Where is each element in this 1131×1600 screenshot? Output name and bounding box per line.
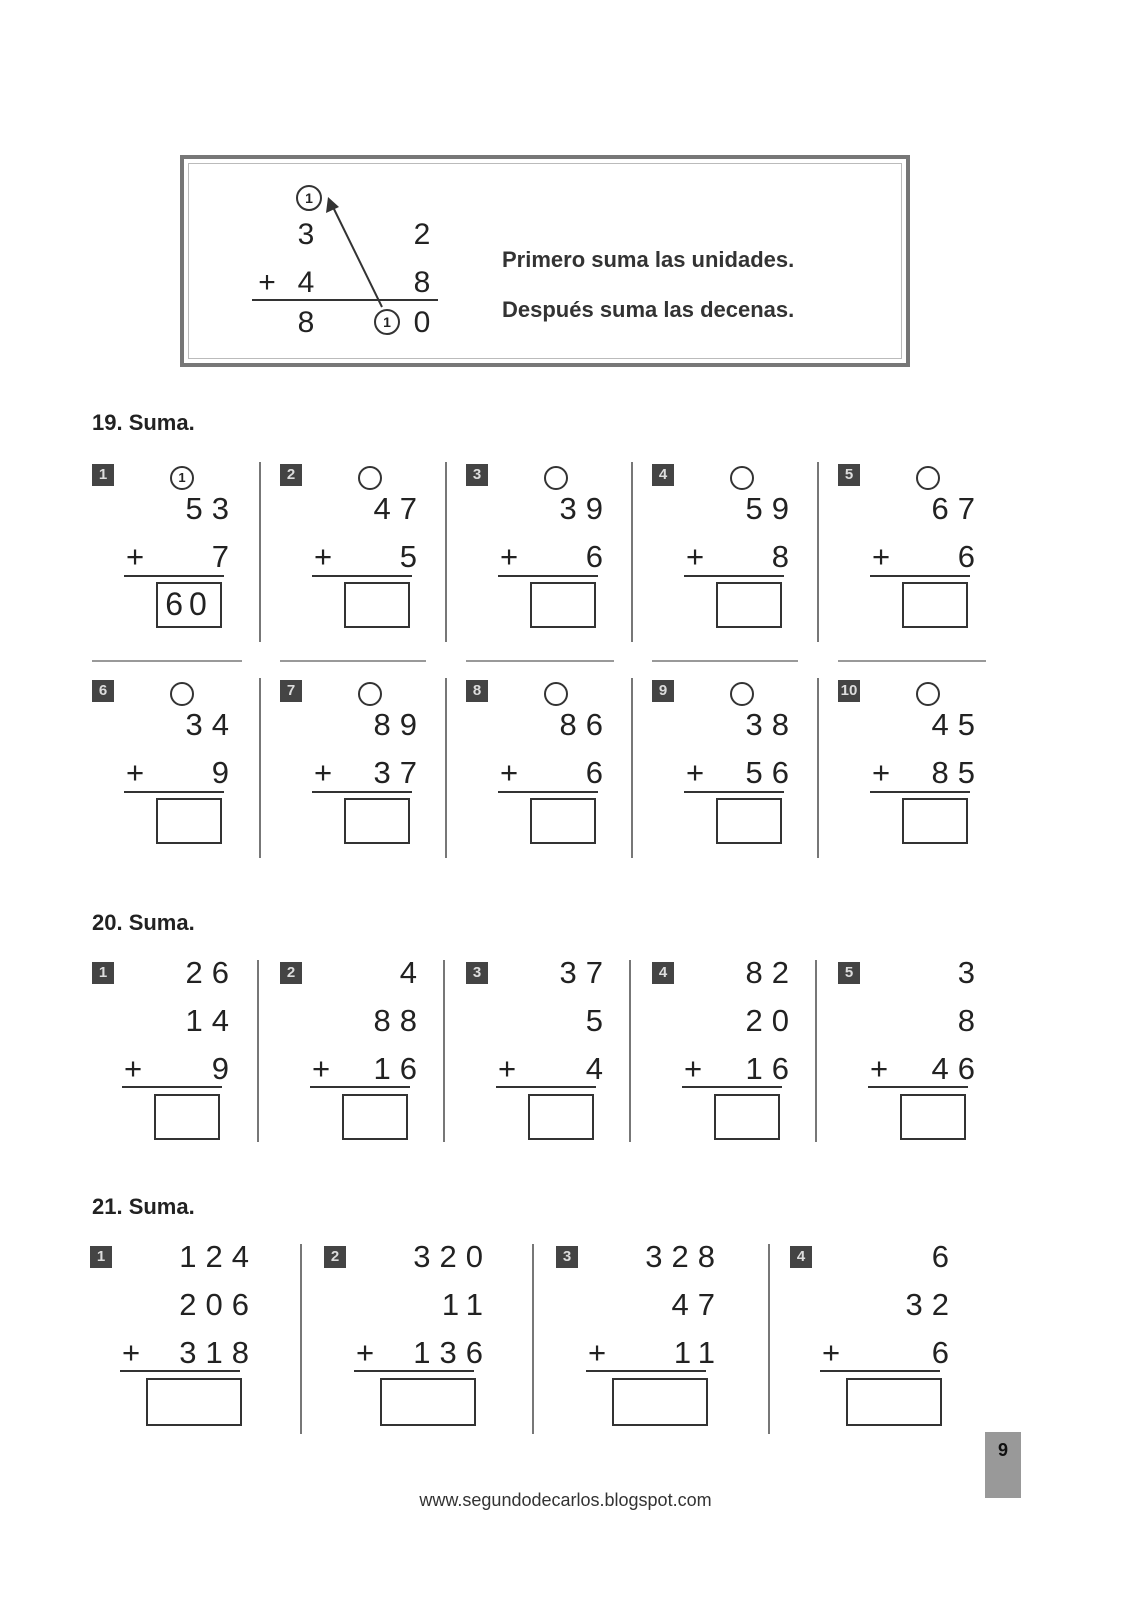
sum-line [312, 575, 412, 577]
problem-cell [324, 1239, 524, 1436]
carry-circle-empty [916, 682, 940, 706]
example-plus: + [258, 266, 276, 299]
addend: 6 [585, 539, 612, 574]
column-separator [257, 960, 259, 1142]
column-separator [768, 1244, 770, 1434]
carry-circle-empty [730, 466, 754, 490]
column-separator [631, 678, 633, 858]
answer-box[interactable] [902, 582, 968, 628]
addend: 47 [373, 491, 426, 526]
column-separator [817, 462, 819, 642]
addend: 11 [673, 1335, 724, 1370]
carry-circle-empty [358, 466, 382, 490]
carry-circle-empty [730, 682, 754, 706]
addend: 45 [931, 707, 984, 742]
problem-number-badge: 2 [324, 1246, 346, 1268]
answer-box[interactable] [156, 798, 222, 844]
plus-sign: + [500, 539, 519, 574]
plus-sign: + [870, 1051, 889, 1086]
plus-sign: + [124, 1051, 143, 1086]
sum-line [498, 791, 598, 793]
addend: 206 [179, 1287, 258, 1322]
addend: 124 [179, 1239, 258, 1274]
addend: 14 [185, 1003, 238, 1038]
answer-box[interactable] [380, 1378, 476, 1426]
problem-cell [652, 680, 822, 860]
answer-box[interactable] [146, 1378, 242, 1426]
answer-box[interactable] [530, 582, 596, 628]
addend: 11 [441, 1287, 492, 1322]
problem-cell [92, 955, 262, 1152]
answer-box[interactable] [528, 1094, 594, 1140]
addend: 39 [559, 491, 612, 526]
addend: 59 [745, 491, 798, 526]
plus-sign: + [686, 539, 705, 574]
addend: 82 [745, 955, 798, 990]
plus-sign: + [686, 755, 705, 790]
sum-line [496, 1086, 596, 1088]
example-row1-units: 2 [413, 218, 431, 251]
problem-number-badge: 5 [838, 464, 860, 486]
addend: 37 [559, 955, 612, 990]
sum-line [684, 575, 784, 577]
example-result-tens: 8 [297, 306, 315, 339]
sum-line [682, 1086, 782, 1088]
addend: 328 [645, 1239, 724, 1274]
sum-line [124, 575, 224, 577]
plus-sign: + [126, 539, 145, 574]
addend: 86 [559, 707, 612, 742]
footer-url: www.segundodecarlos.blogspot.com [419, 1490, 712, 1510]
plus-sign: + [126, 755, 145, 790]
addend: 88 [373, 1003, 426, 1038]
example-instruction-1: Primero suma las unidades. [502, 247, 795, 272]
problem-cell [838, 464, 1008, 644]
plus-sign: + [312, 1051, 331, 1086]
answer-box[interactable] [154, 1094, 220, 1140]
column-separator [300, 1244, 302, 1434]
sum-line [498, 575, 598, 577]
sum-line [820, 1370, 940, 1372]
sum-line [310, 1086, 410, 1088]
problem-number-badge: 2 [280, 962, 302, 984]
section-19-title: 19. Suma. [92, 410, 195, 435]
addend: 34 [185, 707, 238, 742]
problem-number-badge: 5 [838, 962, 860, 984]
answer-box[interactable] [344, 582, 410, 628]
addend: 5 [585, 1003, 612, 1038]
addend: 3 [957, 955, 984, 990]
problem-cell [790, 1239, 990, 1436]
plus-sign: + [822, 1335, 841, 1370]
problem-cell [280, 680, 450, 860]
problem-cell [466, 464, 636, 644]
problem-number-badge: 6 [92, 680, 114, 702]
answer-box[interactable] [612, 1378, 708, 1426]
addend: 46 [931, 1051, 984, 1086]
example-row1-tens: 3 [297, 218, 315, 251]
addend: 37 [373, 755, 426, 790]
section-20-title: 20. Suma. [92, 910, 195, 935]
sum-line [870, 575, 970, 577]
example-row2-tens: 4 [297, 266, 315, 299]
problem-number-badge: 8 [466, 680, 488, 702]
problem-number-badge: 4 [652, 464, 674, 486]
sum-line [312, 791, 412, 793]
page-number: 9 [985, 1432, 1021, 1498]
addend: 53 [185, 491, 238, 526]
problem-cell [92, 680, 262, 860]
plus-sign: + [588, 1335, 607, 1370]
sum-line [684, 791, 784, 793]
problem-cell [466, 955, 636, 1152]
column-separator [259, 462, 261, 642]
addend: 85 [931, 755, 984, 790]
plus-sign: + [314, 755, 333, 790]
answer-box[interactable] [716, 798, 782, 844]
addend: 6 [957, 539, 984, 574]
addend: 4 [399, 955, 426, 990]
sum-line [124, 791, 224, 793]
answer-box[interactable] [342, 1094, 408, 1140]
problem-cell [280, 955, 450, 1152]
problem-cell [92, 464, 262, 644]
plus-sign: + [314, 539, 333, 574]
column-separator [629, 960, 631, 1142]
addend: 6 [585, 755, 612, 790]
addend: 89 [373, 707, 426, 742]
addend: 320 [413, 1239, 492, 1274]
problem-cell [90, 1239, 290, 1436]
column-separator [631, 462, 633, 642]
problem-number-badge: 1 [92, 464, 114, 486]
addend: 9 [211, 1051, 238, 1086]
answer-box[interactable] [344, 798, 410, 844]
problem-number-badge: 10 [838, 680, 860, 702]
sum-line [354, 1370, 474, 1372]
problem-number-badge: 7 [280, 680, 302, 702]
addend: 32 [905, 1287, 958, 1322]
row-separator [92, 660, 242, 662]
sum-line [586, 1370, 706, 1372]
column-separator [259, 678, 261, 858]
problem-cell [280, 464, 450, 644]
addend: 7 [211, 539, 238, 574]
row-separator [838, 660, 986, 662]
problem-number-badge: 4 [790, 1246, 812, 1268]
addend: 9 [211, 755, 238, 790]
column-separator [815, 960, 817, 1142]
problem-number-badge: 2 [280, 464, 302, 486]
plus-sign: + [872, 539, 891, 574]
addend: 6 [931, 1335, 958, 1370]
example-sum-line [252, 299, 438, 301]
addend: 16 [373, 1051, 426, 1086]
addend: 318 [179, 1335, 258, 1370]
carry-circle-empty [170, 682, 194, 706]
answer-box[interactable] [900, 1094, 966, 1140]
addend: 6 [931, 1239, 958, 1274]
column-separator [445, 678, 447, 858]
sum-line [868, 1086, 968, 1088]
carry-circle-empty [358, 682, 382, 706]
answer-box[interactable] [530, 798, 596, 844]
addend: 5 [399, 539, 426, 574]
plus-sign: + [684, 1051, 703, 1086]
column-separator [532, 1244, 534, 1434]
addend: 8 [957, 1003, 984, 1038]
problem-number-badge: 1 [92, 962, 114, 984]
section-21-title: 21. Suma. [92, 1194, 195, 1219]
carry-circle-empty [544, 466, 568, 490]
plus-sign: + [356, 1335, 375, 1370]
carry-circle: 1 [170, 466, 194, 490]
row-separator [652, 660, 798, 662]
row-separator [280, 660, 426, 662]
problem-number-badge: 3 [466, 464, 488, 486]
example-result-carry: 1 [374, 309, 400, 335]
addend: 26 [185, 955, 238, 990]
plus-sign: + [498, 1051, 517, 1086]
example-row2-units: 8 [413, 266, 431, 299]
example-result-units: 0 [413, 306, 431, 339]
problem-cell [652, 464, 822, 644]
sum-line [120, 1370, 240, 1372]
problem-cell [556, 1239, 756, 1436]
carry-circle-empty [916, 466, 940, 490]
addend: 136 [413, 1335, 492, 1370]
answer-box[interactable]: 60 [156, 582, 222, 628]
plus-sign: + [122, 1335, 141, 1370]
problem-cell [838, 680, 1008, 860]
answer-box[interactable] [902, 798, 968, 844]
addend: 8 [771, 539, 798, 574]
problem-number-badge: 9 [652, 680, 674, 702]
plus-sign: + [872, 755, 891, 790]
addend: 20 [745, 1003, 798, 1038]
addend: 47 [671, 1287, 724, 1322]
addend: 4 [585, 1051, 612, 1086]
addend: 16 [745, 1051, 798, 1086]
answer-box[interactable] [846, 1378, 942, 1426]
sum-line [870, 791, 970, 793]
column-separator [445, 462, 447, 642]
problem-number-badge: 4 [652, 962, 674, 984]
column-separator [817, 678, 819, 858]
example-instruction-2: Después suma las decenas. [502, 297, 795, 322]
example-box [180, 155, 910, 367]
addend: 67 [931, 491, 984, 526]
row-separator [466, 660, 614, 662]
problem-cell [466, 680, 636, 860]
problem-number-badge: 3 [556, 1246, 578, 1268]
answer-box[interactable] [716, 582, 782, 628]
plus-sign: + [500, 755, 519, 790]
answer-box[interactable] [714, 1094, 780, 1140]
problem-number-badge: 1 [90, 1246, 112, 1268]
carry-circle-empty [544, 682, 568, 706]
problem-cell [652, 955, 822, 1152]
example-carry-circle: 1 [296, 185, 322, 211]
addend: 56 [745, 755, 798, 790]
problem-cell [838, 955, 1008, 1152]
problem-number-badge: 3 [466, 962, 488, 984]
column-separator [443, 960, 445, 1142]
addend: 38 [745, 707, 798, 742]
sum-line [122, 1086, 222, 1088]
